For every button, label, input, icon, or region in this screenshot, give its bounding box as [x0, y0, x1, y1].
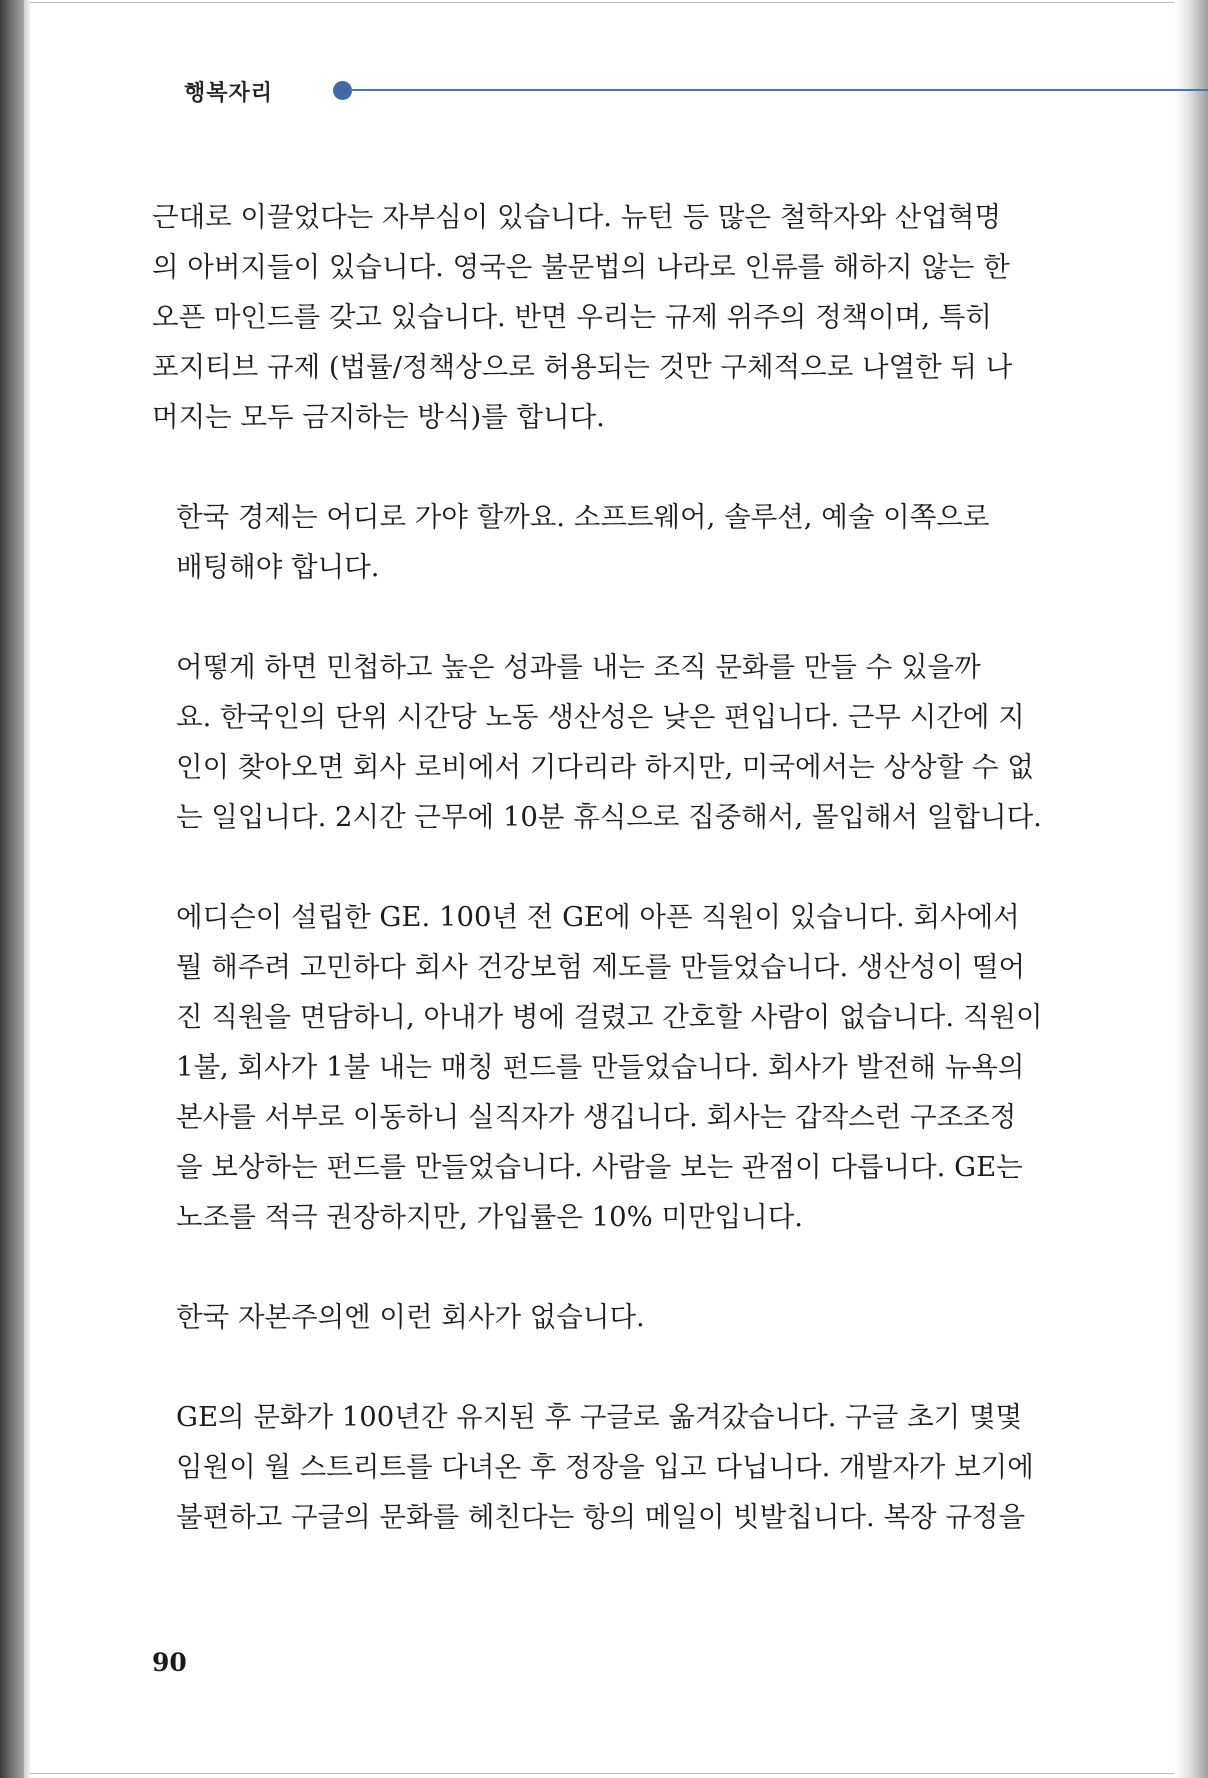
text-line: 본사를 서부로 이동하니 실직자가 생깁니다. 회사는 갑작스런 구조조정	[176, 1101, 1017, 1133]
text-line: 어떻게 하면 민첩하고 높은 성과를 내는 조직 문화를 만들 수 있을까	[176, 651, 981, 683]
text-line: 에디슨이 설립한 GE. 100년 전 GE에 아픈 직원이 있습니다. 회사에서	[176, 901, 1020, 933]
text-line: 머지는 모두 금지하는 방식)를 합니다.	[152, 401, 605, 433]
spine-edge	[24, 0, 30, 1778]
paragraph	[152, 642, 1042, 842]
text-line: 인이 찾아오면 회사 로비에서 기다리라 하지만, 미국에서는 상상할 수 없	[176, 751, 1034, 783]
text-line: 의 아버지들이 있습니다. 영국은 불문법의 나라로 인류를 해하지 않는 한	[152, 251, 1010, 283]
paragraph	[152, 1392, 1034, 1542]
page-number: 90	[152, 1648, 187, 1677]
text-line: 불편하고 구글의 문화를 헤친다는 항의 메일이 빗발칩니다. 복장 규정을	[176, 1501, 1026, 1533]
text-line: 진 직원을 면담하니, 아내가 병에 걸렸고 간호할 사람이 없습니다. 직원이	[176, 1001, 1043, 1033]
header-rule	[350, 89, 1208, 91]
running-head: 행복자리	[184, 81, 274, 106]
text-line: 포지티브 규제 (법률/정책상으로 허용되는 것만 구체적으로 나열한 뒤 나	[152, 351, 1013, 383]
text-line: 1불, 회사가 1불 내는 매칭 펀드를 만들었습니다. 회사가 발전해 뉴욕의	[176, 1051, 1025, 1083]
text-line: 요. 한국인의 단위 시간당 노동 생산성은 낮은 편입니다. 근무 시간에 지	[176, 701, 1025, 733]
text-line: 오픈 마인드를 갖고 있습니다. 반면 우리는 규제 위주의 정책이며, 특히	[152, 301, 992, 333]
text-line: 을 보상하는 펀드를 만들었습니다. 사람을 보는 관점이 다릅니다. GE는	[176, 1151, 1023, 1183]
body-text	[152, 192, 1043, 1542]
text-line: 한국 경제는 어디로 가야 할까요. 소프트웨어, 솔루션, 예술 이쪽으로	[176, 501, 990, 533]
text-line: 노조를 적극 권장하지만, 가입률은 10% 미만입니다.	[176, 1201, 804, 1233]
text-line: 한국 자본주의엔 이런 회사가 없습니다.	[176, 1301, 645, 1333]
paragraph	[152, 192, 1012, 442]
paragraph	[152, 492, 1012, 592]
text-line: 배팅해야 합니다.	[176, 551, 380, 583]
paragraph	[152, 892, 1043, 1242]
text-line: 뭘 해주려 고민하다 회사 건강보험 제도를 만들었습니다. 생산성이 떨어	[176, 951, 1026, 983]
text-line: 근대로 이끌었다는 자부심이 있습니다. 뉴턴 등 많은 철학자와 산업혁명	[152, 201, 1002, 233]
page-curl-shadow	[1174, 0, 1208, 1778]
paragraph	[152, 1292, 1012, 1342]
text-line: 임원이 월 스트리트를 다녀온 후 정장을 입고 다닙니다. 개발자가 보기에	[176, 1451, 1034, 1483]
text-line: 는 일입니다. 2시간 근무에 10분 휴식으로 집중해서, 몰입해서 일합니다.	[176, 801, 1042, 833]
text-line: GE의 문화가 100년간 유지된 후 구글로 옮겨갔습니다. 구글 초기 몇몇	[176, 1401, 1023, 1433]
